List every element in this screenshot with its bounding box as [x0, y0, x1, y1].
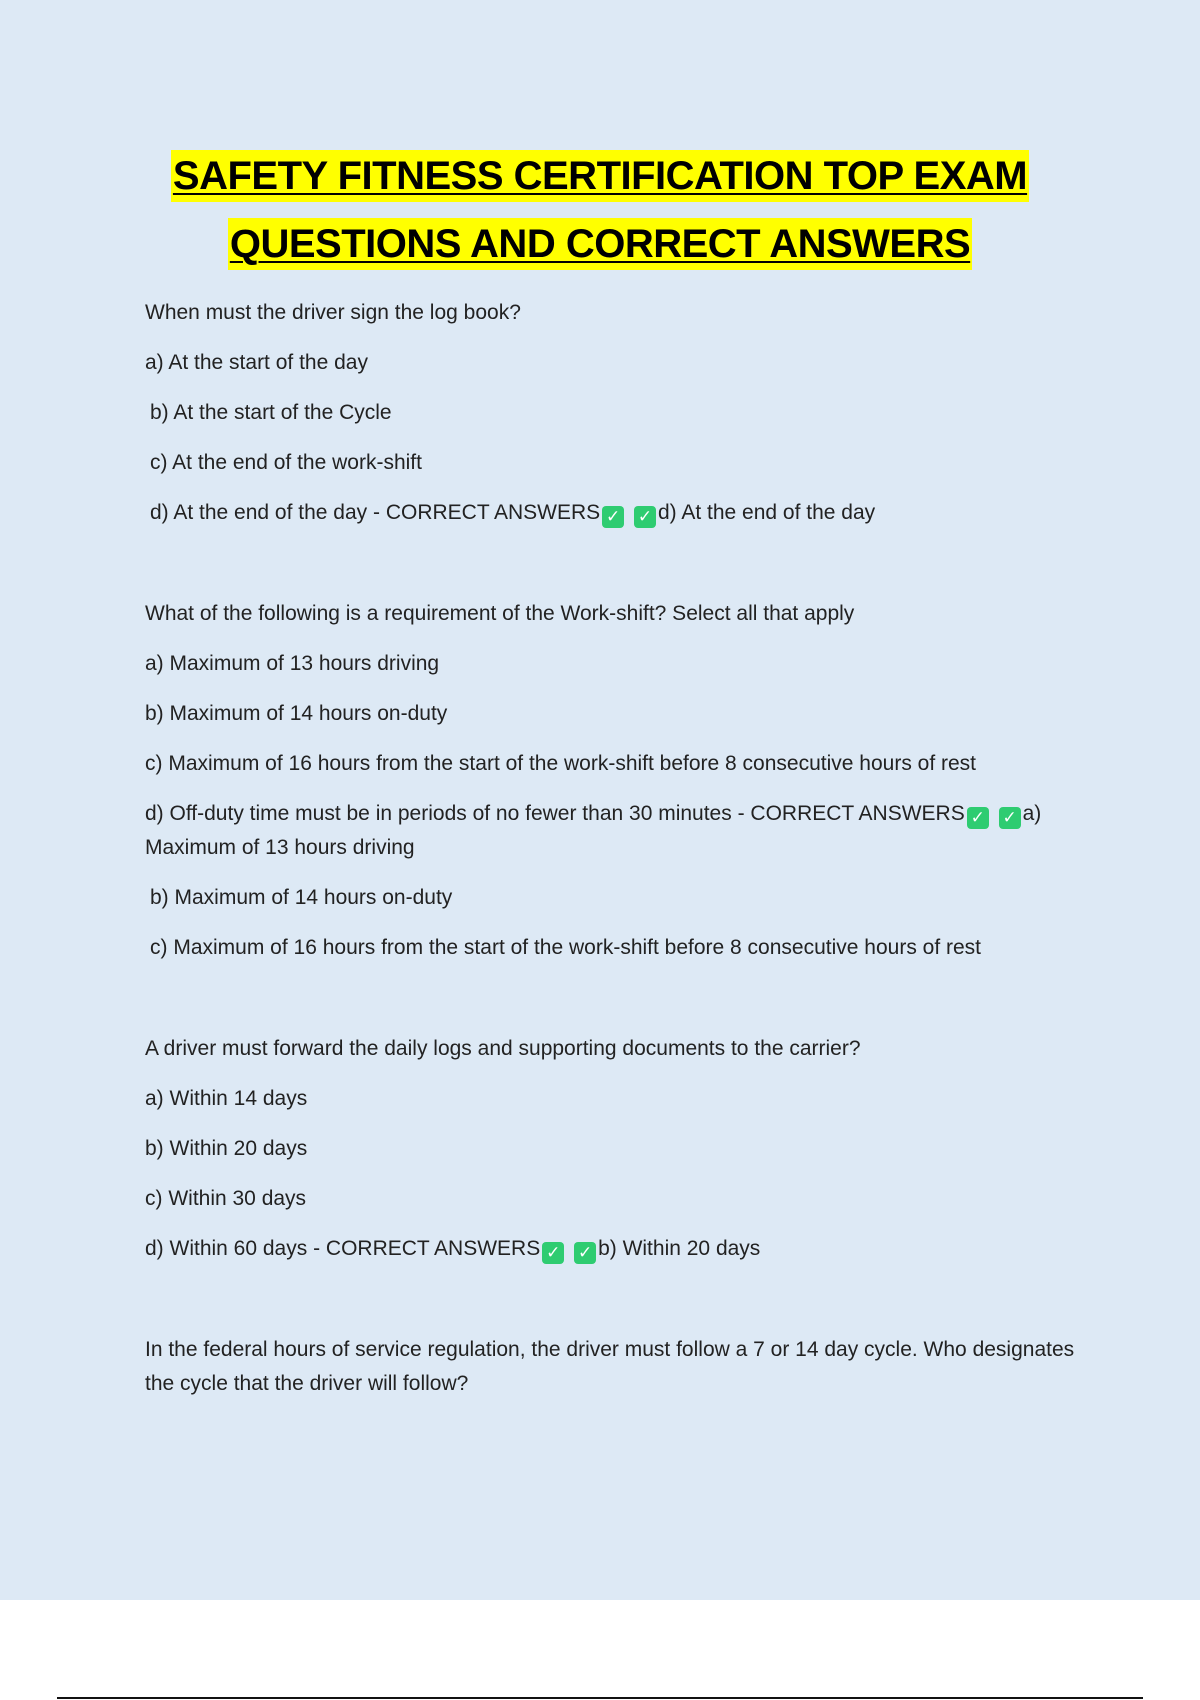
check-icon: ✓ [967, 807, 989, 829]
correct-answer: b) Maximum of 14 hours on-duty [150, 886, 453, 909]
document-title [0, 150, 1200, 270]
footer-divider [57, 1697, 1143, 1699]
check-icon: ✓ [542, 1242, 564, 1264]
questions-list [145, 296, 1075, 1417]
option-d: d) At the end of the day - CORRECT ANSWERS [150, 501, 601, 524]
correct-answer: c) Maximum of 16 hours from the start of the work-shift before 8 consecutive hours of rest [150, 936, 982, 959]
option-d: d) Off-duty time must be in periods of no fewer than 30 minutes - CORRECT ANSWERS [145, 802, 965, 825]
option-b: b) Within 20 days [145, 1137, 308, 1160]
option-a: a) Maximum of 13 hours driving [145, 652, 440, 675]
option-d-with-answer [145, 496, 1075, 530]
option-a: a) At the start of the day [145, 351, 368, 374]
option-b: b) At the start of the Cycle [150, 401, 392, 424]
option-d-with-answer [145, 1232, 1075, 1266]
correct-answer: b) Within 20 days [598, 1237, 761, 1260]
option-a: a) Within 14 days [145, 1087, 308, 1110]
question-block-4 [145, 1333, 1075, 1401]
option-c: c) Within 30 days [145, 1187, 307, 1210]
question-text: In the federal hours of service regulation, the driver must follow a 7 or 14 day cycle. Who designates the cycle that the driver will follow? [145, 1338, 1075, 1395]
option-d: d) Within 60 days - CORRECT ANSWERS [145, 1237, 541, 1260]
title-line-1: SAFETY FITNESS CERTIFICATION TOP EXAM [171, 150, 1029, 202]
question-text: When must the driver sign the log book? [145, 301, 521, 324]
option-d-with-answer [145, 797, 1075, 865]
check-icon: ✓ [999, 807, 1021, 829]
correct-answer: a) Maximum of 13 hours driving [145, 802, 1042, 859]
check-icon: ✓ [574, 1242, 596, 1264]
question-text: A driver must forward the daily logs and supporting documents to the carrier? [145, 1037, 861, 1060]
question-text: What of the following is a requirement of the Work-shift? Select all that apply [145, 602, 855, 625]
check-icon: ✓ [602, 506, 624, 528]
correct-answer: d) At the end of the day [657, 501, 876, 524]
option-c: c) Maximum of 16 hours from the start of the work-shift before 8 consecutive hours of rest [145, 752, 977, 775]
check-icon: ✓ [634, 506, 656, 528]
title-line-2: QUESTIONS AND CORRECT ANSWERS [228, 218, 972, 270]
option-c: c) At the end of the work-shift [150, 451, 422, 474]
question-block-1 [145, 296, 1075, 530]
question-block-3 [145, 1032, 1075, 1266]
question-block-2 [145, 597, 1075, 965]
option-b: b) Maximum of 14 hours on-duty [145, 702, 448, 725]
